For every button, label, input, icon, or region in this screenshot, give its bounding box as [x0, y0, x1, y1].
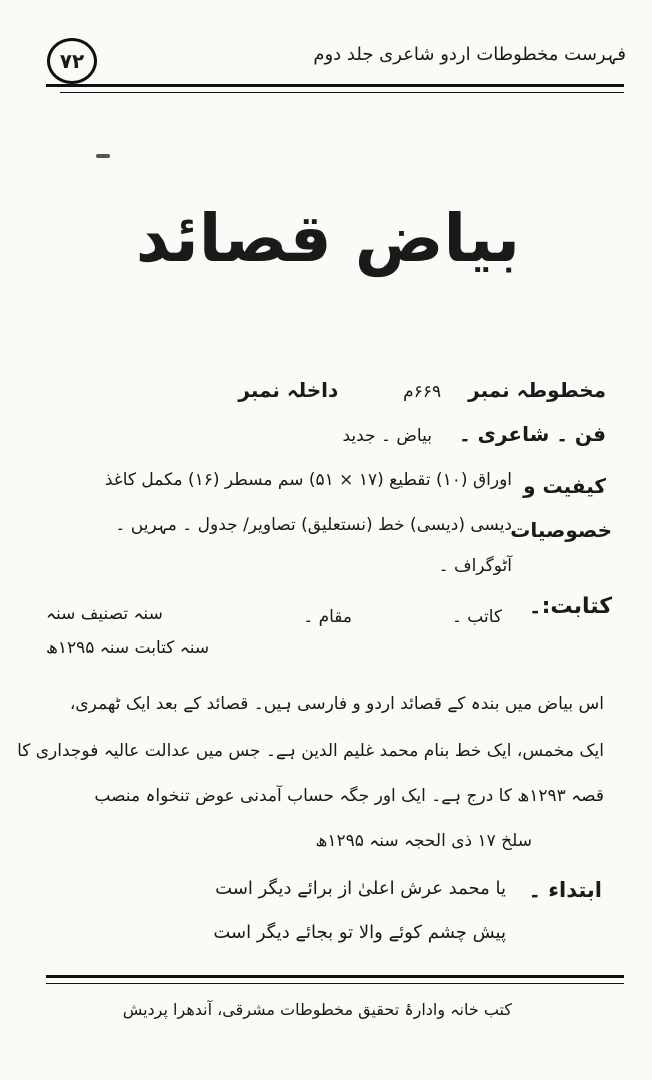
paragraph-line-1: اس بیاض میں بندہ کے قصائد اردو و فارسی ہیں۔ قصائد کے بعد ایک ٹھمری،: [69, 694, 604, 714]
scribe-year: سنہ کتابت سنہ ۱۲۹۵ھ: [46, 638, 210, 658]
entry-label: داخلہ نمبر: [238, 378, 339, 402]
manuscript-line: [46, 378, 606, 402]
manuscript-label: مخطوطہ نمبر: [468, 378, 606, 402]
page-number: ۷۲: [47, 38, 97, 84]
header-rule-thick: [46, 84, 624, 87]
paragraph-line-4: سلخ ۱۷ ذی الحجہ سنہ ۱۲۹۵ھ: [315, 831, 532, 851]
ink-mark: [96, 154, 110, 158]
condition-label-2: خصوصیات: [510, 518, 612, 542]
footer-rule-thin: [46, 983, 624, 984]
opening-verse-1: یا محمد عرش اعلیٰ از برائے دیگر است: [215, 878, 506, 899]
scribe-label: کتابت:۔: [528, 594, 612, 619]
paragraph-line-2: ایک مخمس، ایک خط بنام محمد غلیم الدین ہے۔ جس میں عدالت عالیہ فوجداری کا: [17, 741, 604, 761]
header-title: فہرست مخطوطات اردو شاعری جلد دوم: [313, 44, 626, 65]
footer-text: کتب خانہ وادارۂ تحقیق مخطوطات مشرقی، آندھرا پردیش: [122, 1000, 512, 1019]
footer-rule-thick: [46, 975, 624, 978]
condition-line-2: دیسی (دیسی) خط (نستعلیق) تصاویر/ جدول ۔ مہریں ۔: [115, 515, 512, 535]
condition-label-1: کیفیت و: [523, 474, 606, 498]
compose-year: سنہ تصنیف سنہ: [46, 604, 163, 624]
scribe-maqam: مقام ۔: [303, 607, 352, 627]
art-value: بیاض ۔ جدید: [342, 426, 432, 446]
main-title: بیاض قصائد: [135, 200, 520, 277]
opening-label: ابتداء ۔: [528, 878, 602, 902]
manuscript-value: ۶۶۹م: [403, 382, 442, 402]
art-label: فن ۔ شاعری ۔: [458, 422, 606, 446]
condition-line-1: اوراق (۱۰) تقطیع (۱۷ × ۵۱) سم مسطر (۱۶) مکمل کاغذ: [104, 470, 512, 490]
condition-line-3: آٹوگراف ۔: [438, 556, 512, 576]
header-rule-thin: [60, 92, 624, 93]
paragraph-line-3: قصہ ۱۲۹۳ھ کا درج ہے۔ ایک اور جگہ حساب آمدنی عوض تنخواہ منصب: [94, 786, 604, 806]
opening-verse-2: پیش چشم کوئے والا تو بجائے دیگر است: [213, 922, 506, 943]
scribe-katib: کاتب ۔: [451, 607, 502, 627]
art-line: [46, 422, 606, 446]
